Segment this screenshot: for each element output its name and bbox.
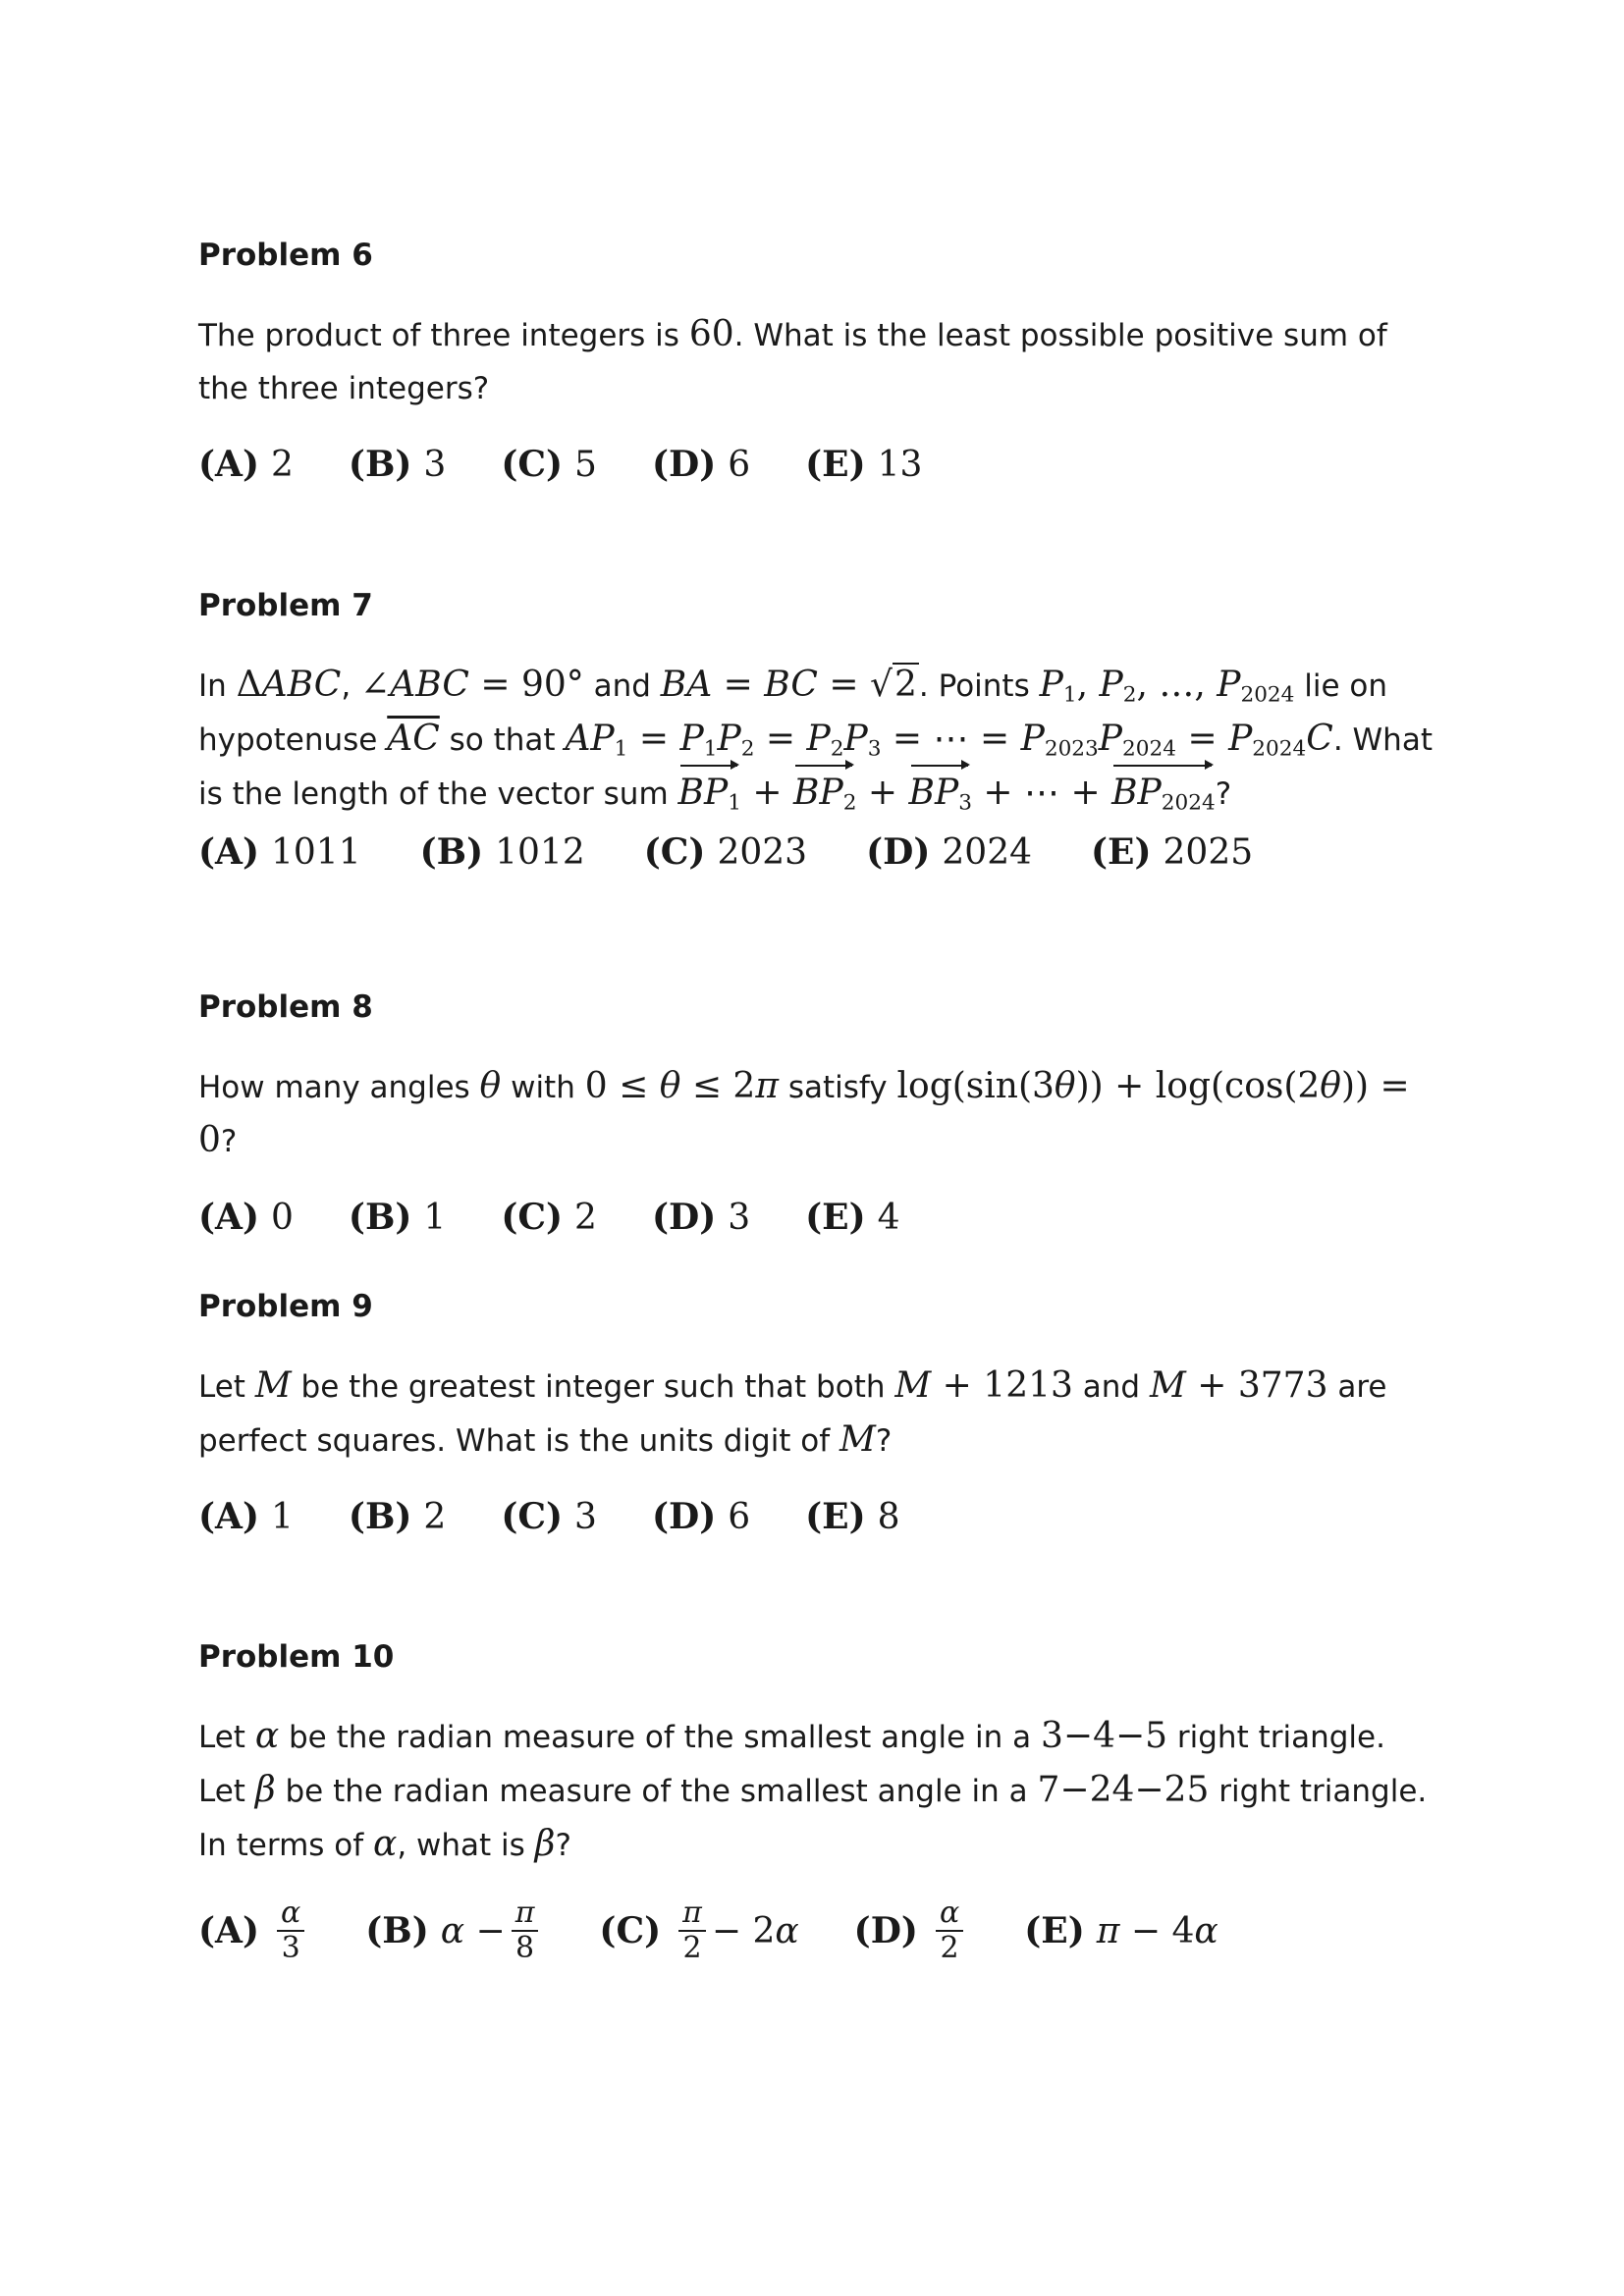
choice-b[interactable]: (B) 1 [348, 1197, 447, 1238]
problem-6 [198, 236, 1435, 492]
choice-b[interactable]: (B) 3 [348, 444, 447, 485]
fraction: $\frac{\pi}{8}$ [512, 1896, 539, 1965]
answer-choices [198, 1190, 1435, 1245]
choice-a[interactable]: (A) $\frac{\alpha}{3}$ [198, 1896, 310, 1965]
choice-b[interactable]: (B) 1012 [419, 831, 585, 873]
answer-choices [198, 1489, 1435, 1544]
fraction: $\frac{\alpha}{3}$ [277, 1896, 304, 1965]
problem-9 [198, 1287, 1435, 1544]
choice-a[interactable]: (A) 2 [198, 444, 294, 485]
problem-title: Problem 8 [198, 989, 373, 1025]
choice-c[interactable]: (C) 2023 [643, 831, 808, 873]
answer-choices [198, 437, 1435, 492]
choice-e[interactable]: (E) π − 4 α [1024, 1910, 1218, 1951]
choice-a[interactable]: (A) 1011 [198, 831, 361, 873]
problem-title: Problem 6 [198, 238, 373, 273]
choice-c[interactable]: (C) 3 [501, 1496, 597, 1537]
problem-title: Problem 9 [198, 1289, 373, 1324]
choice-c[interactable]: (C) 5 [501, 444, 597, 485]
choice-d[interactable]: (D) $\frac{\alpha}{2}$ [854, 1896, 970, 1965]
problem-title: Problem 7 [198, 588, 373, 623]
choice-d[interactable]: (D) 6 [651, 444, 751, 485]
choice-d[interactable]: (D) 2024 [866, 831, 1033, 873]
problem-text: Let α be the radian measure of the smallest angle in a 3−4−5 right triangle. Let β be the radian measure of the smallest angle in a 7−24−25 right triangle. In terms of α, what is β? [198, 1716, 1428, 1864]
choice-c[interactable]: (C) $\frac{\pi}{2}$ − 2 α [599, 1896, 799, 1965]
answer-choices [198, 1892, 1435, 1970]
problem-10 [198, 1637, 1435, 1970]
choice-a[interactable]: (A) 1 [198, 1496, 294, 1537]
fraction: $\frac{\alpha}{2}$ [936, 1896, 963, 1965]
problem-title: Problem 10 [198, 1639, 395, 1675]
problem-text: Let M be the greatest integer such that both M + 1213 and M + 3773 are perfect squares. What is the units digit of M? [198, 1365, 1387, 1460]
problem-text: How many angles θ with 0 ≤ θ ≤ 2π satisfy log(sin(3θ)) + log(cos(2θ)) = 0? [198, 1066, 1410, 1160]
choice-c[interactable]: (C) 2 [501, 1197, 597, 1238]
choice-e[interactable]: (E) 13 [805, 444, 923, 485]
choice-e[interactable]: (E) 8 [805, 1496, 900, 1537]
choice-e[interactable]: (E) 4 [805, 1197, 900, 1238]
problem-8 [198, 988, 1435, 1245]
problem-text: The product of three integers is 60. What is the least possible positive sum of the three integers? [198, 314, 1387, 406]
fraction: $\frac{\pi}{2}$ [678, 1896, 706, 1965]
choice-e[interactable]: (E) 2025 [1091, 831, 1254, 873]
choice-b[interactable]: (B) α − $\frac{\pi}{8}$ [365, 1896, 544, 1965]
choice-d[interactable]: (D) 6 [651, 1496, 751, 1537]
choice-b[interactable]: (B) 2 [348, 1496, 447, 1537]
answer-choices [198, 825, 1435, 880]
choice-a[interactable]: (A) 0 [198, 1197, 294, 1238]
problem-text: In ΔABC, ∠ABC = 90° and BA = BC = √2. Points $P_1$, $P_2$, …, $P_{2024}$ lie on hypotenuse $\overline{AC}$ so that $AP_1 = P_1P_2 = P_2P_3$ = ⋯ = $P_{2023}P_{2024} = P_{2024}C$. What is the length of the vector sum $BP_1 + BP_2 + BP_3$ + ⋯ + $BP_{2024}$? [198, 659, 1435, 821]
problem-7 [198, 586, 1435, 880]
choice-d[interactable]: (D) 3 [651, 1197, 751, 1238]
